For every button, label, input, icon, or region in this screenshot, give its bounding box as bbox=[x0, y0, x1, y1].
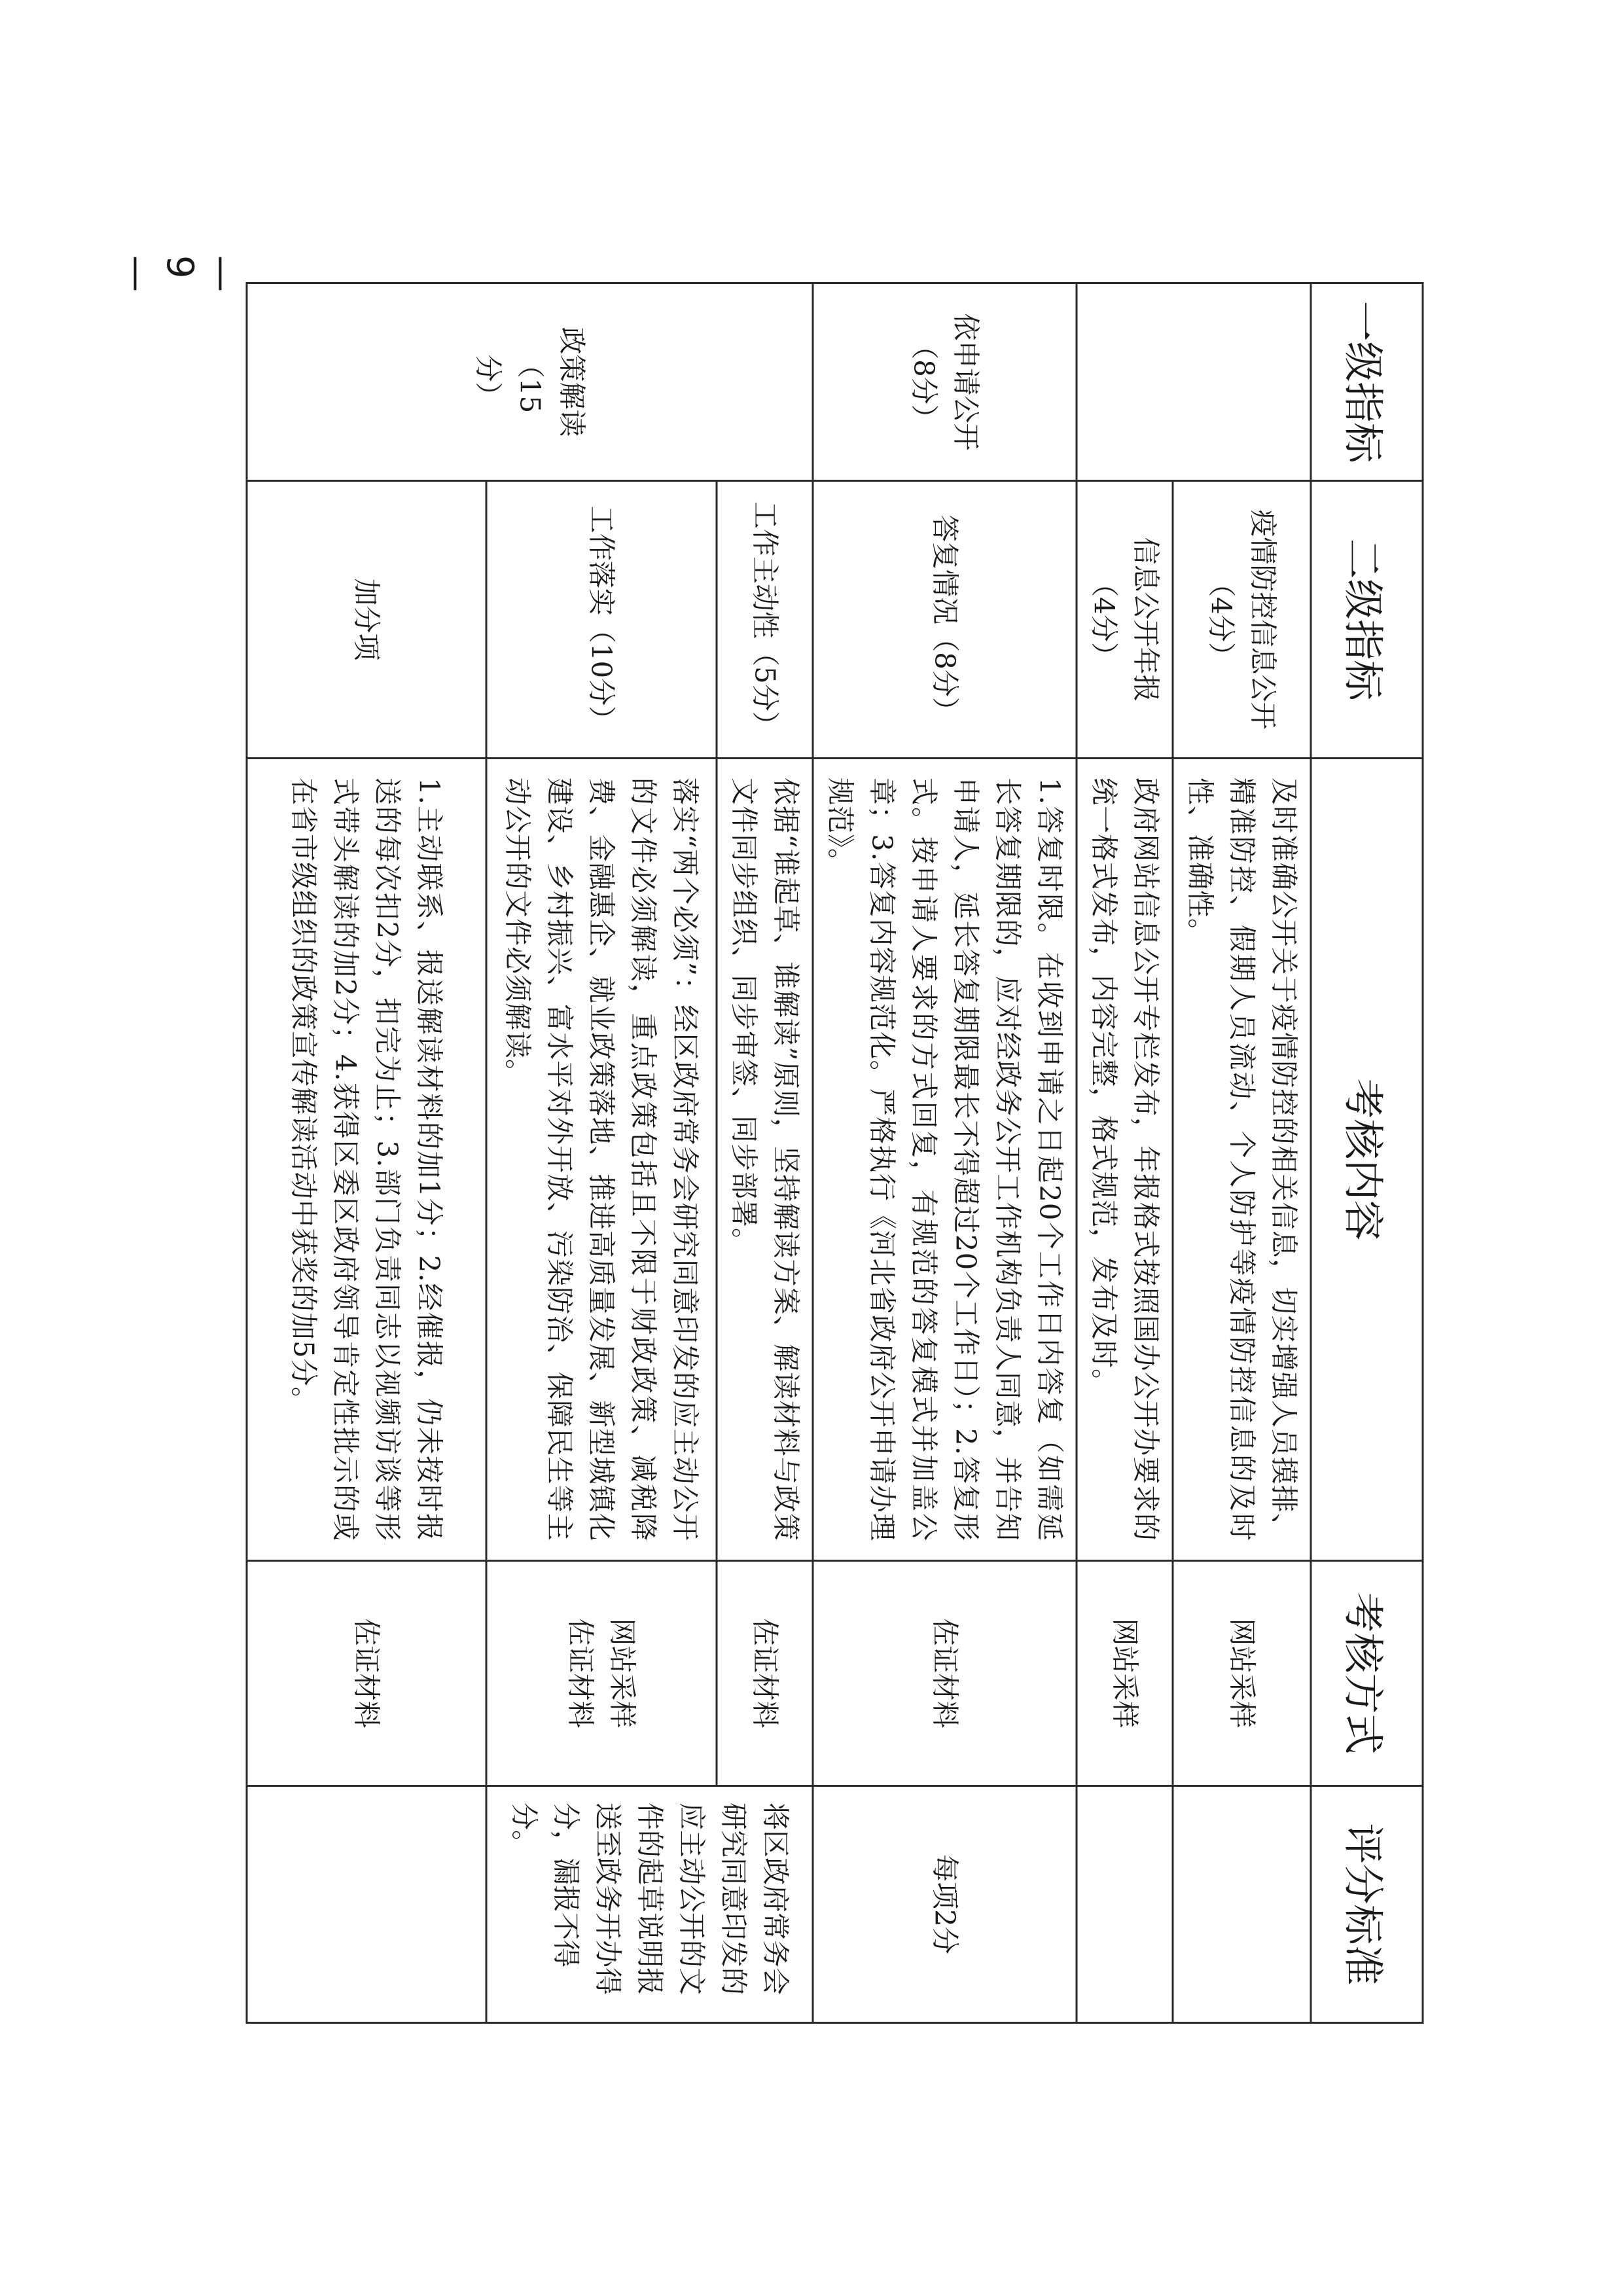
content-cell: 政府网站信息公开专栏发布，年报格式按照国办公开办要求的统一格式发布，内容完整，格式规范，发布及时。 bbox=[1077, 759, 1173, 1561]
level1-cell: 依申请公开 （8分） bbox=[813, 283, 1077, 481]
content-cell: 及时准确公开关于疫情防控的相关信息，切实增强人员摸排、精准防控、假期人员流动、个人防护等疫情防控信息的及时性、准确性。 bbox=[1173, 759, 1311, 1561]
table-row bbox=[1173, 283, 1311, 2023]
table-row bbox=[486, 283, 717, 2023]
level1-empty-cell bbox=[1077, 283, 1311, 481]
header-row bbox=[1311, 283, 1423, 2023]
level2-cell: 工作落实（10分） bbox=[486, 481, 717, 759]
page-number: — 9 — bbox=[116, 255, 244, 301]
assessment-table bbox=[246, 282, 1424, 2024]
table-row bbox=[717, 283, 813, 2023]
table-row bbox=[1077, 283, 1173, 2023]
table-row bbox=[813, 283, 1077, 2023]
method-cell: 佐证材料 bbox=[717, 1561, 813, 1786]
assessment-table-frame bbox=[288, 282, 1424, 2022]
score-cell: 将区政府常务会研究同意印发的应主动公开的文件的起草说明报送至政务开办得分，漏报不得分。 bbox=[486, 1786, 813, 2023]
level2-cell: 信息公开年报 （4分） bbox=[1077, 481, 1173, 759]
header-level1: 一级指标 bbox=[1311, 283, 1423, 481]
method-cell: 网站采样 佐证材料 bbox=[486, 1561, 717, 1786]
score-cell bbox=[1077, 1786, 1173, 2023]
header-score: 评分标准 bbox=[1311, 1786, 1423, 2023]
header-content: 考核内容 bbox=[1311, 759, 1423, 1561]
method-cell: 网站采样 bbox=[1077, 1561, 1173, 1786]
method-cell: 佐证材料 bbox=[247, 1561, 486, 1786]
score-cell: 每项2分 bbox=[813, 1786, 1077, 2023]
content-cell: 1.答复时限。在收到申请之日起20个工作日内答复（如需延长答复期限的，应对经政务公开工作机构负责人同意，并告知申请人，延长答复期限最长不得超过20个工作日）；2.答复形式。按申请人要求的方式回复，有规范的答复模式并加盖公章；3.答复内容规范化。严格执行《河北省政府公开申请办理规范》。 bbox=[813, 759, 1077, 1561]
level2-cell: 疫情防控信息公开 （4分） bbox=[1173, 481, 1311, 759]
level2-cell: 加分项 bbox=[247, 481, 486, 759]
table-row bbox=[247, 283, 486, 2023]
header-level2: 二级指标 bbox=[1311, 481, 1423, 759]
level2-cell: 答复情况（8分） bbox=[813, 481, 1077, 759]
method-cell: 网站采样 bbox=[1173, 1561, 1311, 1786]
score-cell bbox=[1173, 1786, 1311, 2023]
level1-cell: 政策解读（15 分） bbox=[247, 283, 813, 481]
method-cell: 佐证材料 bbox=[813, 1561, 1077, 1786]
content-cell: 落实“两个必须”：经区政府常务会研究同意印发的应主动公开的文件必须解读，重点政策包括且不限于财政政策、减税降费、金融惠企、就业政策落地、推进高质量发展、新型城镇化建设、乡村振兴、富水平对外开放、污染防治、保障民生等主动公开的文件必须解读。 bbox=[486, 759, 717, 1561]
content-cell: 依据“谁起草、谁解读”原则，坚持解读方案、解读材料与政策文件同步组织、同步审签、同步部署。 bbox=[717, 759, 813, 1561]
level2-cell: 工作主动性（5分） bbox=[717, 481, 813, 759]
score-cell bbox=[247, 1786, 486, 2023]
header-method: 考核方式 bbox=[1311, 1561, 1423, 1786]
content-cell: 1.主动联系、报送解读材料的加1分；2.经催报，仍未按时报送的每次扣2分，扣完为止；3.部门负责同志以视频访谈等形式带头解读的加2分；4.获得区委区政府领导肯定性批示的或在省市级组织的政策宣传解读活动中获奖的加5分。 bbox=[247, 759, 486, 1561]
